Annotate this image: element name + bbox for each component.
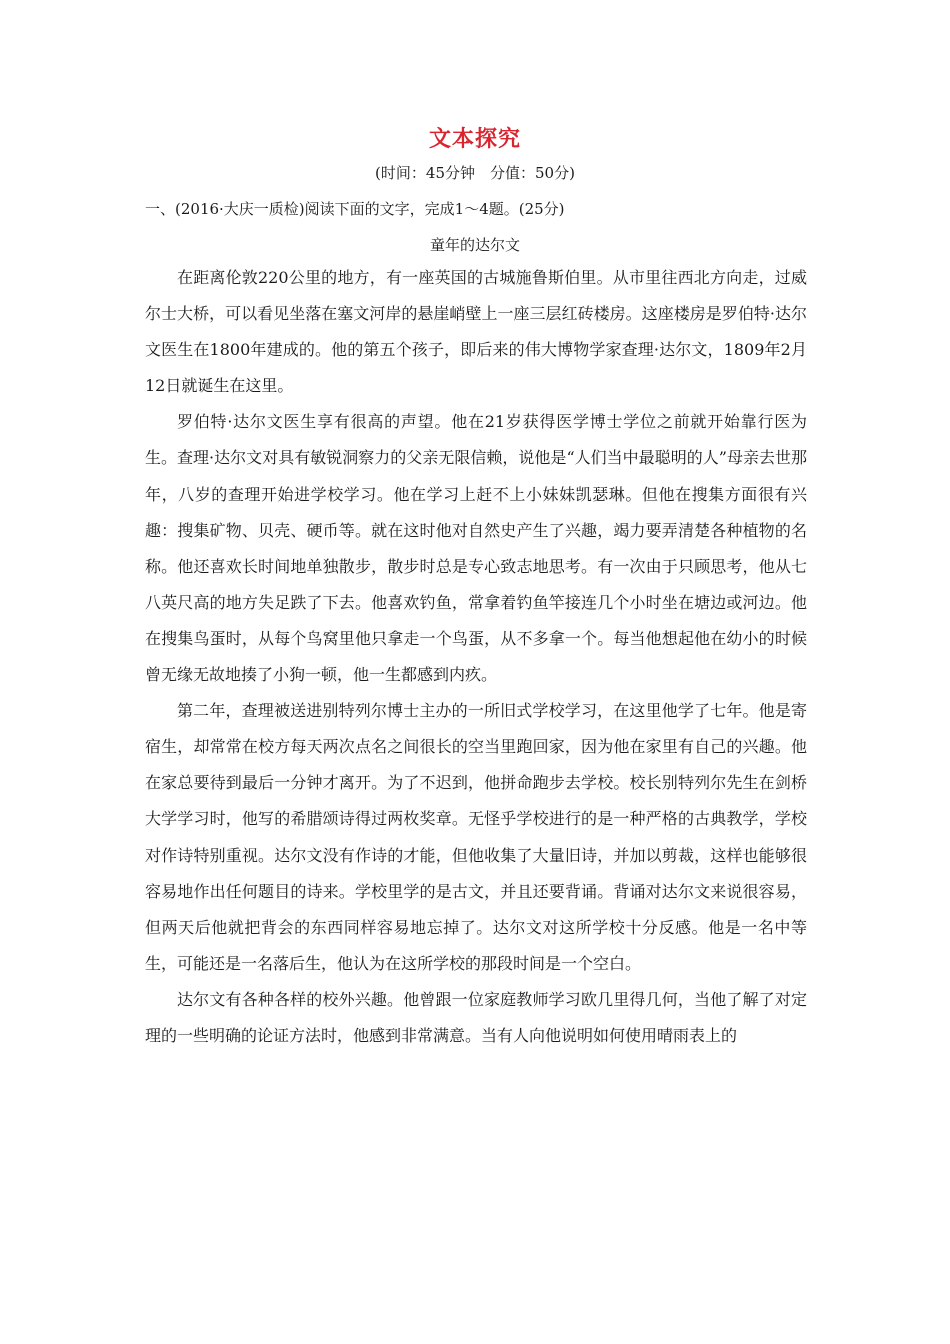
paragraph: 第二年，查理被送进别特列尔博士主办的一所旧式学校学习，在这里他学了七年。他是寄宿生，却常常在校方每天两次点名之间很长的空当里跑回家，因为他在家里有自己的兴趣。他在家总要待到最后一分钟才离开。为了不迟到，他拼命跑步去学校。校长别特列尔先生在剑桥大学学习时，他写的希腊颂诗得过两枚奖章。无怪乎学校进行的是一种严格的古典教学，学校对作诗特别重视。达尔文没有作诗的才能，但他收集了大量旧诗，并加以剪裁，这样也能够很容易地作出任何题目的诗来。学校里学的是古文，并且还要背诵。背诵对达尔文来说很容易，但两天后他就把背会的东西同样容易地忘掉了。达尔文对这所学校十分反感。他是一名中等生，可能还是一名落后生，他认为在这所学校的那段时间是一个空白。 [145,701,807,973]
paragraph: 达尔文有各种各样的校外兴趣。他曾跟一位家庭教师学习欧几里得几何，当他了解了对定理的一些明确的论证方法时，他感到非常满意。当有人向他说明如何使用晴雨表上的 [145,989,807,1045]
document-title: 文本探究 [428,126,521,152]
question-instruction: 一、(2016·大庆一质检)阅读下面的文字，完成1～4题。(25分) [145,200,565,218]
passage-title: 童年的达尔文 [429,236,520,254]
paragraph: 罗伯特·达尔文医生享有很高的声望。他在21岁获得医学博士学位之前就开始靠行医为生。查理·达尔文对具有敏锐洞察力的父亲无限信赖，说他是“人们当中最聪明的人”母亲去世那年，八岁的查理开始进学校学习。他在学习上赶不上小妹妹凯瑟琳。但他在搜集方面很有兴趣：搜集矿物、贝壳、硬币等。就在这时他对自然史产生了兴趣，竭力要弄清楚各种植物的名称。他还喜欢长时间地单独散步，散步时总是专心致志地思考。有一次由于只顾思考，他从七八英尺高的地方失足跌了下去。他喜欢钓鱼，常拿着钓鱼竿接连几个小时坐在塘边或河边。他在搜集鸟蛋时，从每个鸟窝里他只拿走一个鸟蛋，从不多拿一个。每当他想起他在幼小的时候曾无缘无故地揍了小狗一顿，他一生都感到内疚。 [145,412,807,685]
paragraph: 在距离伦敦220公里的地方，有一座英国的古城施鲁斯伯里。从市里往西北方向走，过威尔士大桥，可以看见坐落在塞文河岸的悬崖峭壁上一座三层红砖楼房。这座楼房是罗伯特·达尔文医生在1800年建成的。他的第五个孩子，即后来的伟大博物学家查理·达尔文，1809年2月12日就诞生在这里。 [145,268,807,396]
passage-body [145,260,807,1054]
exam-time-score: (时间：45分钟 分值：50分) [375,164,575,182]
